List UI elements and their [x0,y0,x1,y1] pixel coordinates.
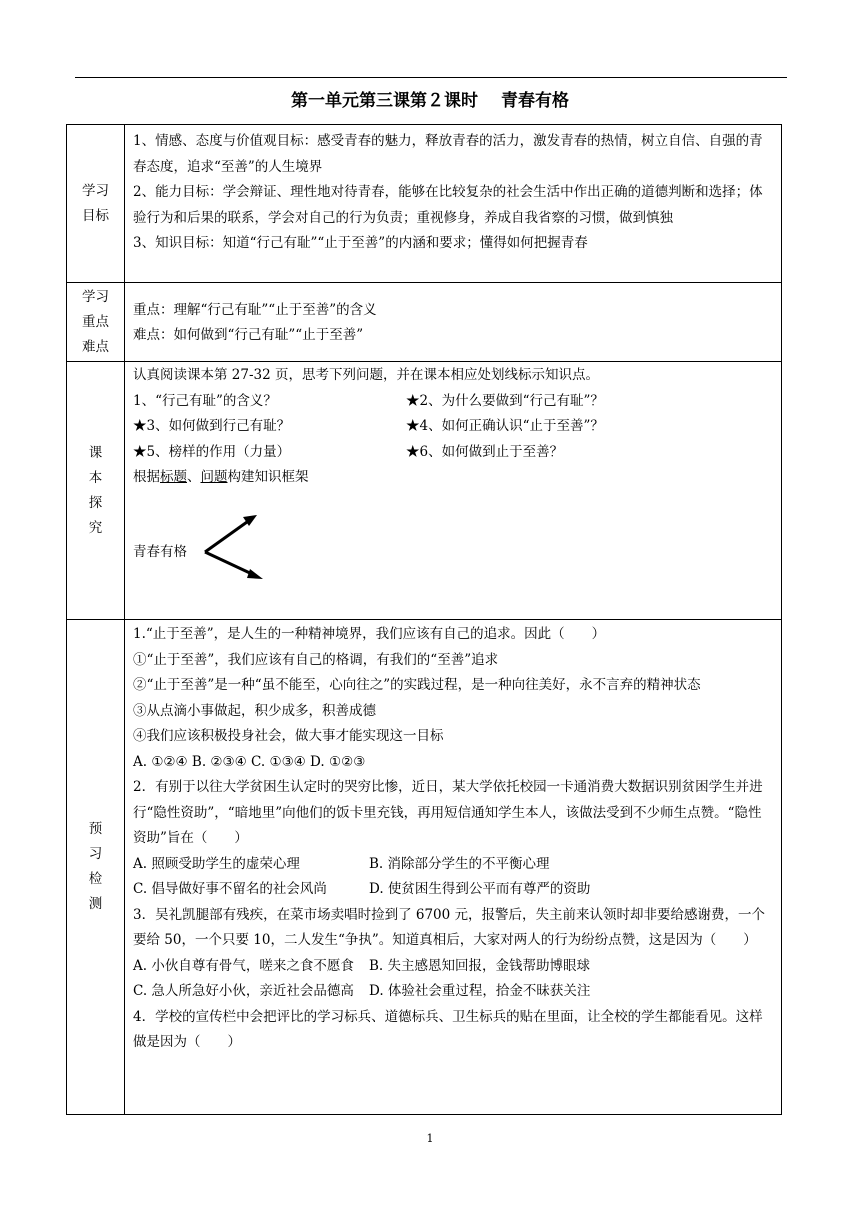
objectives-row [67,125,782,283]
q3-options-row [133,979,773,1005]
framework-root-label: 青春有格 [133,543,187,560]
preview-content [125,620,782,1115]
q1-statement: ③从点滴小事做起，积少成多，积善成德 [133,702,376,719]
answer-option: D. 使贫困生得到公平而有尊严的资助 [369,881,591,897]
exploration-row [67,362,782,620]
q2-options-row [133,852,773,878]
q1-options: A. ①②④ B. ②③④ C. ①③④ D. ①②③ [133,753,366,770]
q2-options-row [133,877,773,903]
question-item: ★2、为什么要做到“行己有耻”？ [406,392,604,409]
question-item: ★4、如何正确认识“止于至善”？ [406,418,604,434]
exploration-label: 课 本 探 究 [67,362,125,620]
answer-option: B. 消除部分学生的不平衡心理 [369,855,550,872]
answer-option: B. 失主感恩知回报，金钱帮助博眼球 [369,957,591,974]
lesson-table [66,124,782,1115]
page-title: 第一单元第三课第２课时 青春有格 [291,91,569,111]
q1-stem: 1.“止于至善”，是人生的一种精神境界，我们应该有自己的追求。因此（ ） [133,626,606,642]
q3-stem: 3．吴礼凯腿部有残疾，在菜市场卖唱时捡到了 6700 元，报警后，失主前来认领时却非要给感谢费，一个要给 50，一个只要 10，二人发生“争执”。知道真相后，大家对两人的行为纷纷点赞，这是因为（ ） [133,906,766,948]
knowledge-framework-diagram [133,491,773,581]
key-points-content [125,283,782,362]
preview-label: 预 习 检 测 [67,620,125,1115]
framework-instruction: 根据标题、问题构建知识框架 [133,469,309,485]
objectives-content [125,125,782,283]
question-item: ★5、榜样的作用（力量） [133,443,291,460]
difficult-point: 难点：如何做到“行己有耻”“止于至善” [133,327,364,343]
answer-option: A. 照顾受助学生的虚荣心理 [133,855,300,872]
q4-stem: 4．学校的宣传栏中会把评比的学习标兵、道德标兵、卫生标兵的贴在里面，让全校的学生都能看见。这样做是因为（ ） [133,1008,763,1050]
q1-statement: ④我们应该积极投身社会，做大事才能实现这一目标 [133,728,444,744]
objective-knowledge: 3、知识目标：知道“行己有耻”“止于至善”的内涵和要求；懂得如何把握青春 [133,235,588,251]
question-item: ★6、如何做到止于至善？ [406,443,564,460]
key-point: 重点：理解“行己有耻”“止于至善”的含义 [133,301,377,318]
exploration-content [125,362,782,620]
question-item: 1、“行己有耻”的含义？ [133,392,277,409]
answer-option: A. 小伙自尊有骨气，嗟来之食不愿食 [133,957,354,974]
exploration-intro: 认真阅读课本第 27-32 页，思考下列问题，并在课本相应处划线标示知识点。 [133,367,599,383]
objective-emotion: 1、情感、态度与价值观目标：感受青春的魅力，释放青春的活力，激发青春的热情，树立自信、自强的青春态度，追求“至善”的人生境界 [133,133,763,175]
objective-ability: 2、能力目标：学会辩证、理性地对待青春，能够在比较复杂的社会生活中作出正确的道德判断和选择；体验行为和后果的联系，学会对自己的行为负责；重视修身，养成自我省察的习惯，做到慎独 [133,184,763,226]
answer-option: C. 急人所急好小伙，亲近社会品德高 [133,983,354,999]
key-points-label: 学习 重点 难点 [67,283,125,362]
upper-branch-arrow [205,522,247,552]
answer-option: D. 体验社会重过程，拾金不昧获关注 [369,983,591,999]
lower-arrowhead [247,569,263,579]
question-list [133,389,773,466]
page-number: 1 [426,1132,434,1145]
question-item: ★3、如何做到行己有耻？ [133,418,291,434]
q2-stem: 2．有别于以往大学贫困生认定时的哭穷比惨，近日，某大学依托校园一卡通消费大数据识别贫困学生并进行“隐性资助”，“暗地里”向他们的饭卡里充钱，再用短信通知学生本人，该做法受到不少师生点赞。“隐性资助”旨在（ ） [133,779,763,846]
key-points-row [67,283,782,362]
header-rule [75,77,787,78]
answer-option: C. 倡导做好事不留名的社会风尚 [133,881,327,897]
lower-branch-arrow [205,552,252,574]
q3-options-row [133,954,773,980]
preview-row [67,620,782,1115]
objectives-label: 学习 目标 [67,125,125,283]
q1-statement: ①“止于至善”，我们应该有自己的格调，有我们的“至善”追求 [133,651,499,668]
branch-arrows-icon [193,506,333,586]
q1-statement: ②“止于至善”是一种“虽不能至，心向往之”的实践过程，是一种向往美好，永不言弃的精神状态 [133,677,701,693]
